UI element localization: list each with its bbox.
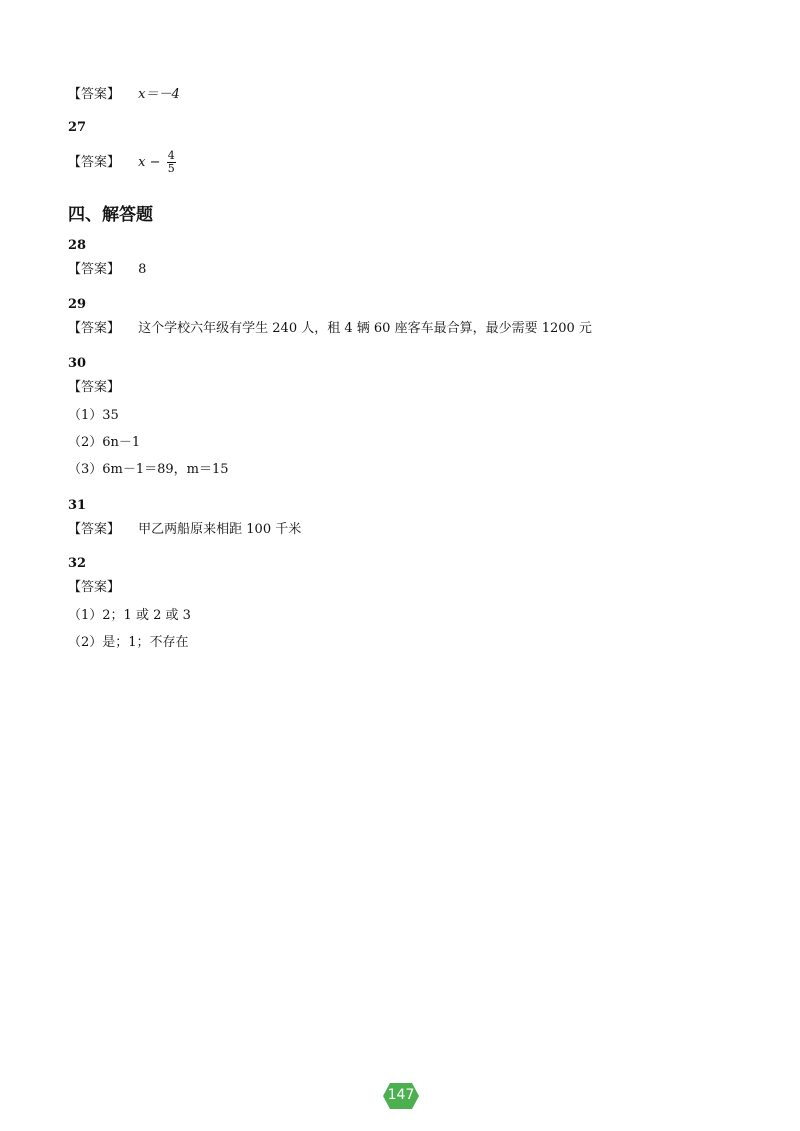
answer-label-30: 【答案】 [68,380,121,395]
question-number-27: 27 [68,120,87,135]
minus-sign: − [149,155,161,170]
question-number-29: 29 [68,297,87,312]
page-number-badge [383,1083,419,1109]
fraction [167,150,176,175]
answer-value: x＝－4 [138,87,180,102]
fraction-numerator: 4 [167,149,175,162]
answer-line-31 [68,521,301,539]
answer-part-2: （2）是；1；不存在 [68,635,189,650]
answer-line-27 [68,148,176,178]
answer-label: 【答案】 [68,87,121,102]
answer-part-2: （2）6n－1 [68,435,141,450]
answer-part-1: （1）35 [68,408,119,423]
answer-variable: x [138,155,146,170]
question-number-30: 30 [68,356,87,371]
answer-value: 甲乙两船原来相距 100 千米 [138,522,302,537]
page-number: 147 [387,1087,415,1103]
answer-part-1: （1）2；1 或 2 或 3 [68,608,191,623]
section-title: 四、解答题 [68,205,153,225]
answer-label: 【答案】 [68,262,121,277]
answer-label: 【答案】 [68,321,121,336]
answer-label: 【答案】 [68,522,121,537]
answer-value: 8 [138,262,147,277]
answer-label: 【答案】 [68,155,121,170]
question-number-31: 31 [68,498,87,513]
answer-line-29 [68,320,592,338]
answer-line-26 [68,86,180,104]
answer-label-32: 【答案】 [68,580,121,595]
question-number-32: 32 [68,556,87,571]
fraction-denominator: 5 [167,162,175,175]
answer-part-3: （3）6m－1＝89，m＝15 [68,462,229,477]
answer-value: 这个学校六年级有学生 240 人，租 4 辆 60 座客车最合算，最少需要 1200 元 [138,321,592,336]
answer-line-28 [68,261,146,279]
question-number-28: 28 [68,238,87,253]
